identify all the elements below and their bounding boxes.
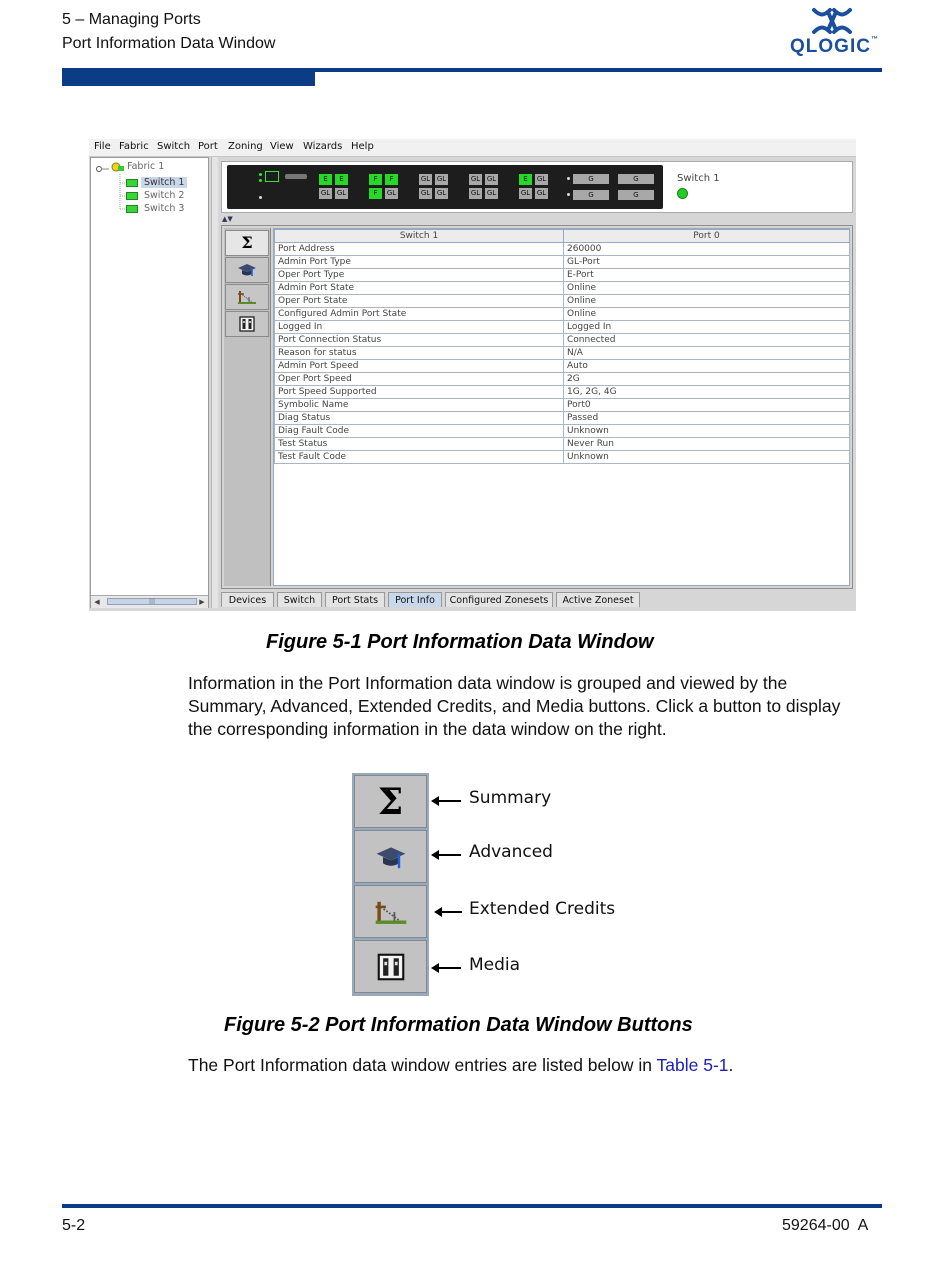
switch-faceplate[interactable] [227,165,663,209]
ethernet-port-icon [265,171,279,182]
media-button[interactable] [225,311,269,337]
intro-paragraph: Information in the Port Information data window is grouped and viewed by the Summary, Advanced, Extended Credits, and Media buttons. Click a button to display the corresponding information in the data window on the right. [188,673,841,739]
section-title: Port Information Data Window [62,35,276,52]
sigma-icon: Σ [241,233,253,252]
switch-icon [126,179,138,187]
port[interactable]: GL [336,189,347,197]
media-icon [377,952,405,982]
chassis-led [259,179,262,182]
property-value-cell: 1G, 2G, 4G [564,386,850,399]
table-row[interactable] [275,321,850,334]
callout-arrow-icon [437,800,461,802]
port[interactable]: GL [386,189,397,197]
extended-credits-icon [374,897,408,927]
table-body [275,243,850,464]
port[interactable]: GL [420,189,431,197]
logo-trademark: ™ [870,36,879,43]
property-name-cell: Reason for status [275,347,564,360]
tab-configured-zonesets[interactable]: Configured Zonesets [445,592,553,607]
property-value-cell: Port0 [564,399,850,412]
footer-rule [62,1204,882,1208]
property-value-cell: Never Run [564,438,850,451]
tab-switch[interactable]: Switch [277,592,322,607]
table-row[interactable] [275,425,850,438]
callout-summary: Summary [469,788,552,808]
menu-view[interactable]: View [270,141,294,152]
figure-5-2-button-stack [352,773,429,996]
property-name-cell: Admin Port Speed [275,360,564,373]
header-rule-tab [62,72,315,86]
property-value-cell: GL-Port [564,256,850,269]
callout-arrow-icon [437,967,461,969]
graduation-cap-icon [375,843,407,871]
table-row[interactable] [275,282,850,295]
port[interactable]: E [335,174,348,185]
port[interactable]: GL [486,189,497,197]
property-name-cell: Test Status [275,438,564,451]
tab-devices[interactable]: Devices [221,592,274,607]
port[interactable]: GL [486,175,497,183]
qlogic-logo-mark-icon [790,6,882,36]
g-port[interactable]: G [573,174,609,184]
property-name-cell: Port Address [275,243,564,256]
port[interactable]: E [319,174,332,185]
menu-port[interactable]: Port [198,141,218,152]
tab-port-stats[interactable]: Port Stats [325,592,385,607]
scroll-thumb[interactable]: ||| [107,598,197,605]
port[interactable]: F [369,174,382,185]
media-icon [239,316,255,332]
tab-port-info[interactable]: Port Info [388,592,442,607]
port[interactable]: GL [470,175,481,183]
switch-status-icon [677,188,688,199]
document-number: 59264-00 A [782,1217,869,1234]
property-name-cell: Oper Port State [275,295,564,308]
table-reference-paragraph [188,1054,733,1077]
summary-button[interactable] [225,230,269,256]
data-window-button-column [224,228,271,586]
port-led [567,177,570,180]
advanced-button[interactable] [225,257,269,283]
property-name-cell: Oper Port Type [275,269,564,282]
table-5-1-link[interactable]: Table 5-1 [656,1055,729,1075]
g-port[interactable]: G [573,190,609,200]
tree-switch-2[interactable]: Switch 2 [144,190,185,201]
advanced-button [354,830,427,883]
figure-5-1-caption: Figure 5-1 Port Information Data Window [266,631,654,653]
extended-credits-button [354,885,427,938]
table-row[interactable] [275,269,850,282]
menu-fabric[interactable]: Fabric [119,141,149,152]
splitter-arrows-icon[interactable]: ▲▼ [222,215,233,223]
callout-arrow-icon [440,911,462,913]
data-window-tabs [221,591,853,608]
port[interactable]: GL [520,189,531,197]
tab-active-zoneset[interactable]: Active Zoneset [556,592,640,607]
switch-icon [126,205,138,213]
switch-faceplate-pane [221,161,853,213]
table-row[interactable] [275,347,850,360]
port[interactable]: GL [420,175,431,183]
port[interactable]: F [369,188,382,199]
g-port[interactable]: G [618,190,654,200]
property-value-cell: Connected [564,334,850,347]
property-value-cell: E-Port [564,269,850,282]
property-value-cell: Unknown [564,425,850,438]
sigma-icon: Σ [377,780,404,823]
table-row[interactable] [275,360,850,373]
port-led [567,193,570,196]
port[interactable]: GL [470,189,481,197]
table-row[interactable] [275,295,850,308]
column-header[interactable]: Port 0 [564,230,850,243]
chassis-led [259,196,262,199]
property-name-cell: Test Fault Code [275,451,564,464]
callout-extended-credits: Extended Credits [469,899,616,919]
property-value-cell: 260000 [564,243,850,256]
callout-arrow-icon [437,854,461,856]
media-button [354,940,427,993]
property-name-cell: Port Speed Supported [275,386,564,399]
fabric-icon [111,161,125,173]
figure-5-2-caption: Figure 5-2 Port Information Data Window Buttons [224,1014,693,1036]
menu-file[interactable]: File [94,141,111,152]
logo-wordmark: QLOGIC [790,36,871,57]
callout-advanced: Advanced [469,842,553,862]
page-number: 5-2 [62,1217,86,1234]
pane-splitter[interactable] [211,157,218,608]
table-row[interactable] [275,412,850,425]
property-value-cell: Auto [564,360,850,373]
tree-switch-1[interactable]: Switch 1 [141,177,187,188]
property-value-cell: Logged In [564,321,850,334]
chapter-title: 5 – Managing Ports [62,11,201,28]
menu-help[interactable]: Help [351,141,374,152]
port-info-table [274,229,850,464]
tree-switch-3[interactable]: Switch 3 [144,203,185,214]
switch-icon [126,192,138,200]
extended-credits-icon [237,289,257,305]
property-name-cell: Port Connection Status [275,334,564,347]
property-name-cell: Logged In [275,321,564,334]
scroll-right-icon[interactable]: ▶ [199,598,205,606]
table-row[interactable] [275,373,850,386]
property-name-cell: Configured Admin Port State [275,308,564,321]
table-header-row [275,230,850,243]
paragraph-text: The Port Information data window entries are listed below in [188,1055,657,1075]
property-name-cell: Oper Port Speed [275,373,564,386]
column-header[interactable]: Switch 1 [275,230,564,243]
port[interactable]: GL [436,189,447,197]
serial-port-icon [285,174,307,179]
menu-bar [89,139,856,157]
port-info-data-pane [221,225,853,589]
port-info-screenshot [89,139,856,611]
qlogic-logo [790,6,882,62]
table-row[interactable] [275,308,850,321]
property-value-cell: 2G [564,373,850,386]
scroll-left-icon[interactable]: ◀ [94,598,100,606]
extended-credits-button[interactable] [225,284,269,310]
menu-switch[interactable]: Switch [157,141,191,152]
fabric-tree [90,157,209,608]
menu-wizards[interactable]: Wizards [303,141,343,152]
property-value-cell: Unknown [564,451,850,464]
port[interactable]: F [385,174,398,185]
faceplate-switch-label: Switch 1 [677,173,720,184]
paragraph-end: . [728,1055,734,1075]
port[interactable]: GL [536,189,547,197]
property-value-cell: Online [564,295,850,308]
g-port[interactable]: G [618,174,654,184]
table-row[interactable] [275,451,850,464]
table-row[interactable] [275,334,850,347]
port[interactable]: GL [536,175,547,183]
property-name-cell: Admin Port Type [275,256,564,269]
table-row[interactable] [275,399,850,412]
callout-media: Media [469,955,521,975]
property-value-cell: Passed [564,412,850,425]
property-value-cell: Online [564,308,850,321]
property-name-cell: Diag Fault Code [275,425,564,438]
tree-fabric-root[interactable]: Fabric 1 [127,161,165,172]
table-row[interactable] [275,386,850,399]
menu-zoning[interactable]: Zoning [228,141,263,152]
property-value-cell: Online [564,282,850,295]
table-row[interactable] [275,438,850,451]
port-info-table-area [273,228,850,586]
chassis-led [259,173,262,176]
table-row[interactable] [275,256,850,269]
property-name-cell: Diag Status [275,412,564,425]
summary-button [354,775,427,828]
port[interactable]: E [519,174,532,185]
port[interactable]: GL [436,175,447,183]
property-name-cell: Admin Port State [275,282,564,295]
property-name-cell: Symbolic Name [275,399,564,412]
port[interactable]: GL [320,189,331,197]
graduation-cap-icon [237,262,257,278]
property-value-cell: N/A [564,347,850,360]
table-row[interactable] [275,243,850,256]
tree-horizontal-scrollbar[interactable] [91,595,208,608]
